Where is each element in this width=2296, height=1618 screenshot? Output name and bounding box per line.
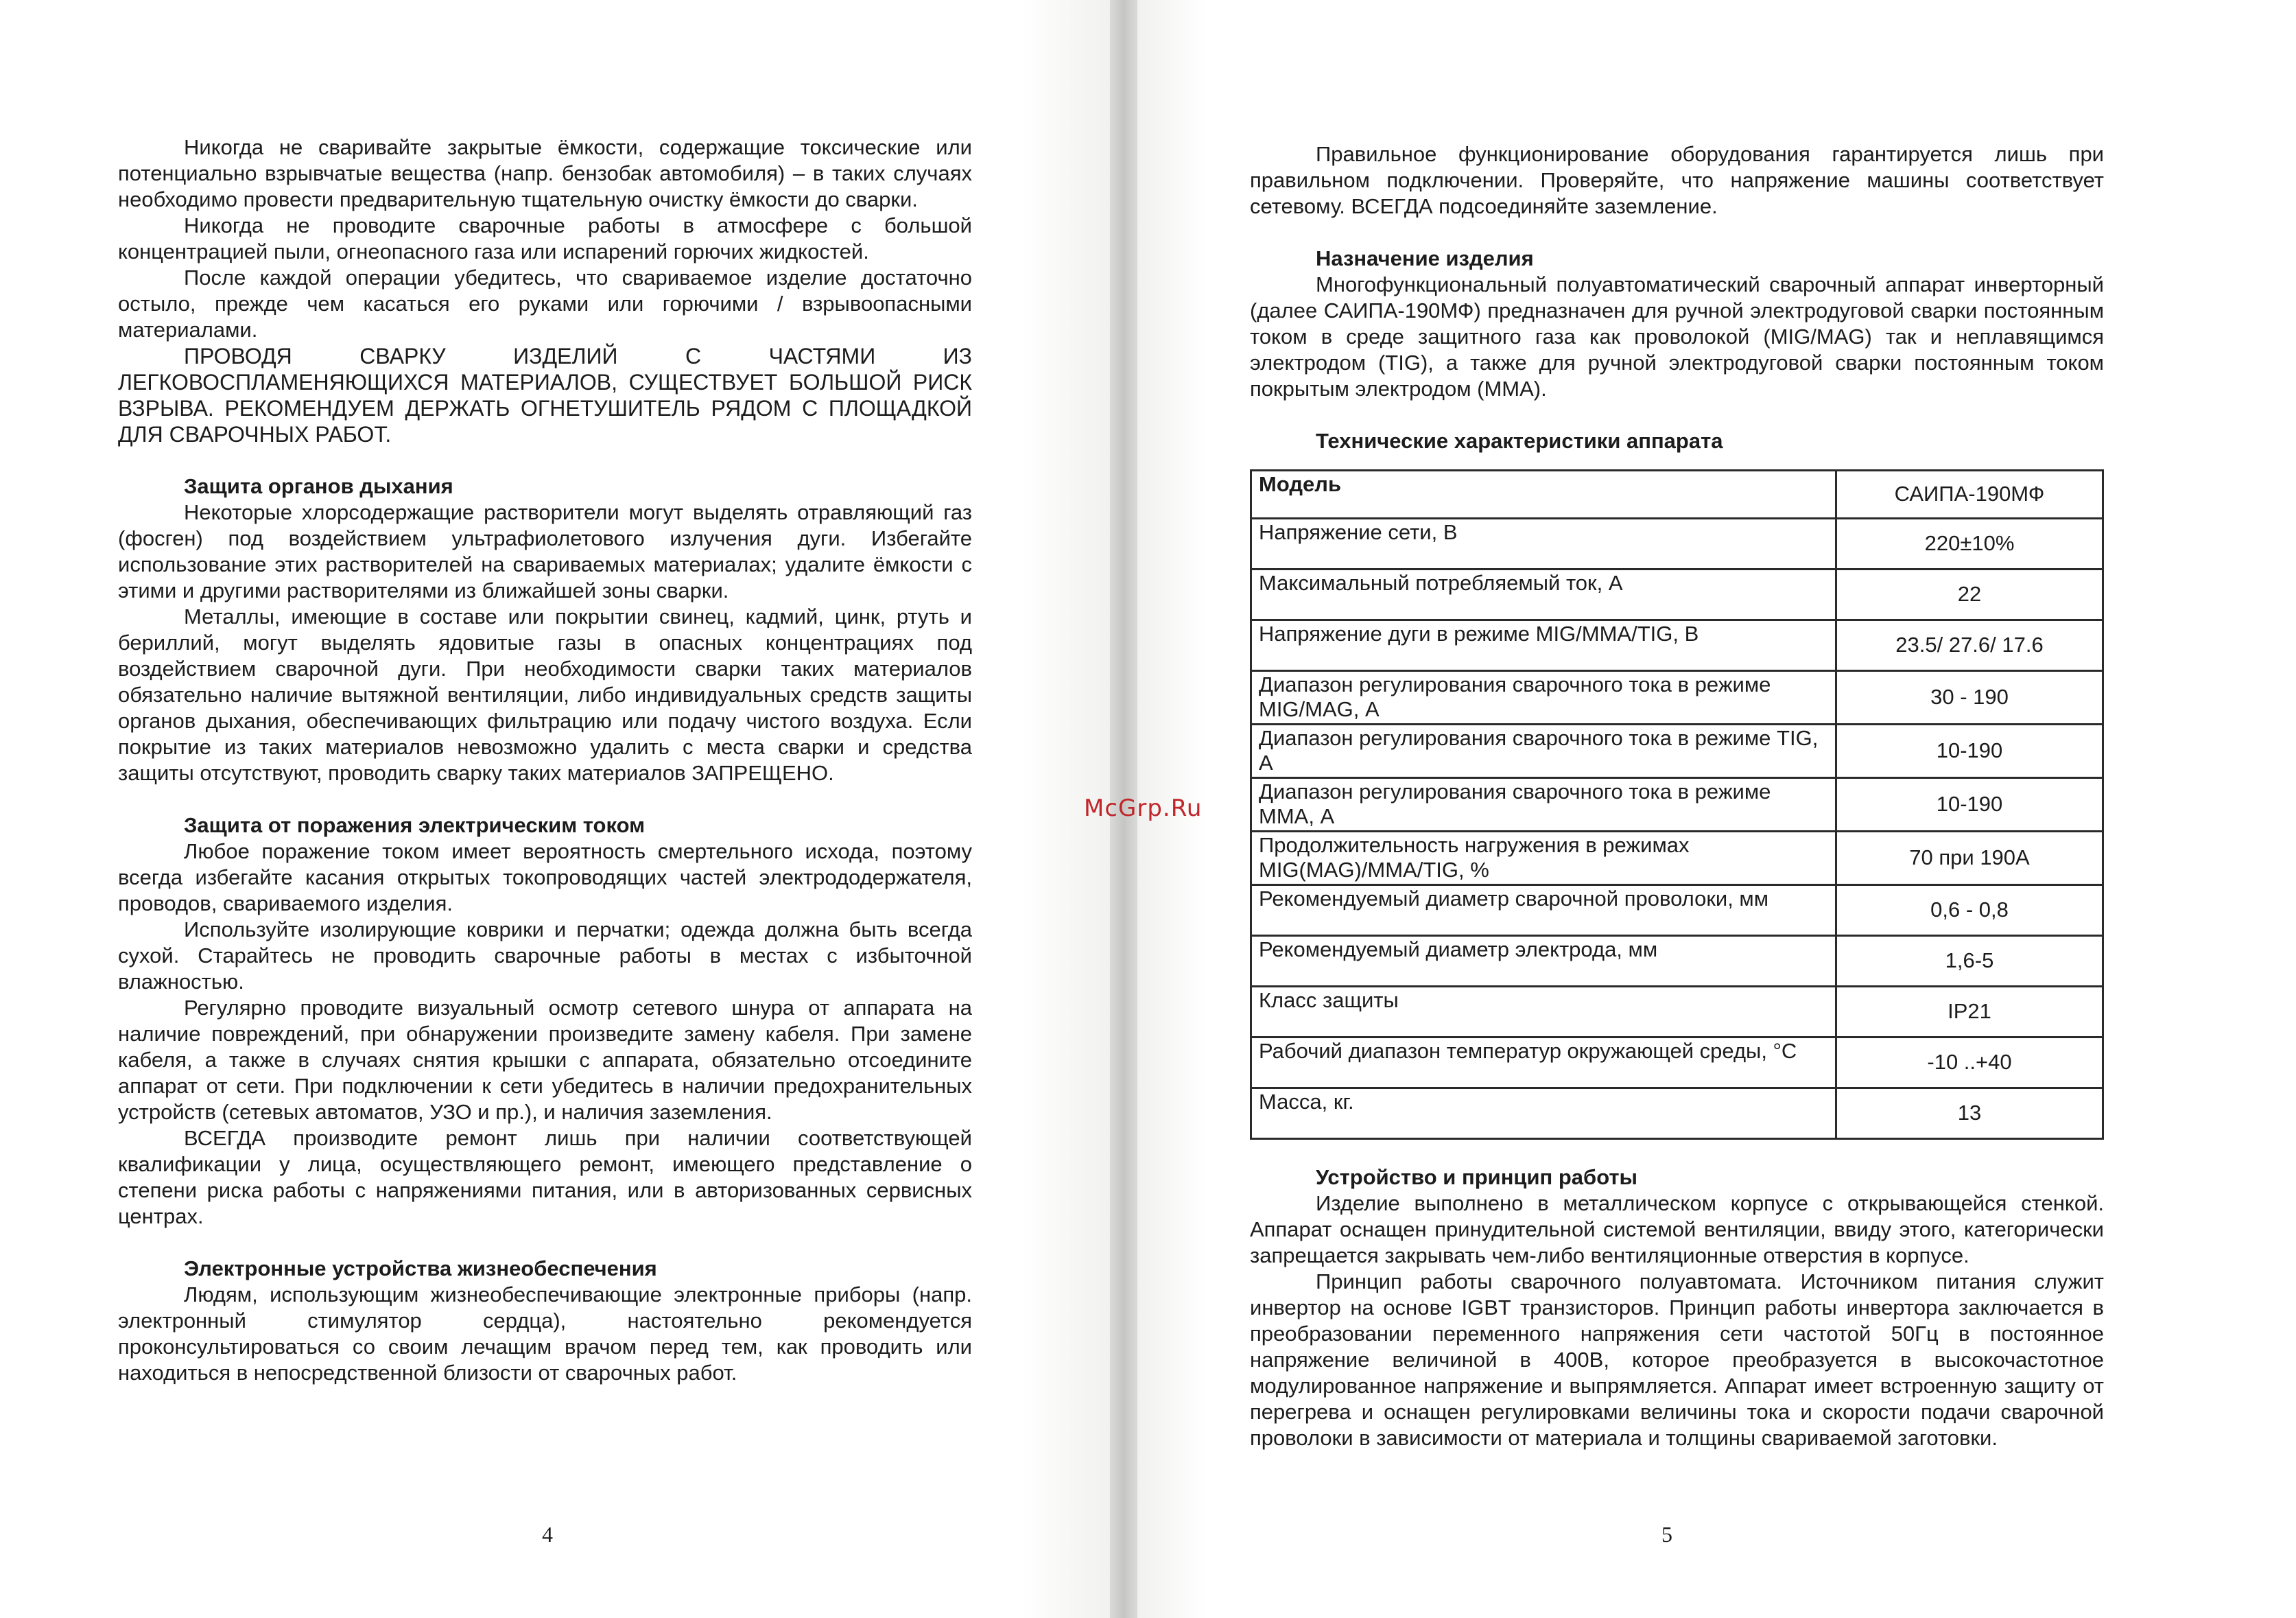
table-row [1251, 519, 2103, 570]
paragraph-repair: ВСЕГДА производите ремонт лишь при наличии соответствующей квалификации у лица, осуществляющего ремонт, имеющего представление о степени риска работы с напряжениями питания, или в авторизованных сервисных центрах. [118, 1126, 972, 1228]
paragraph-housing: Изделие выполнено в металлическом корпусе с открывающейся стенкой. Аппарат оснащен принудительной системой вентиляции, ввиду этого, категорически запрещается закрывать чем-либо вентиляционные отверстия в корпусе. [1250, 1191, 2104, 1267]
heading-life-support: Электронные устройства жизнеобеспечения [184, 1256, 657, 1280]
table-cell-param: Рабочий диапазон температур окружающей среды, °С [1251, 1037, 1836, 1088]
heading-device-principle: Устройство и принцип работы [1316, 1165, 1638, 1189]
paragraph-cooling: После каждой операции убедитесь, что свариваемое изделие достаточно остыло, прежде чем касаться его руками или горючими / взрывоопасными материалами. [118, 266, 972, 342]
table-row [1251, 1088, 2103, 1139]
specifications-table [1250, 469, 2104, 1140]
left-page-text [118, 134, 972, 1386]
heading-breathing-protection: Защита органов дыхания [184, 474, 453, 498]
paragraph-shock-risk: Любое поражение током имеет вероятность смертельного исхода, поэтому всегда избегайте касания открытых токопроводящих частей электрододержателя, проводов, свариваемого изделия. [118, 839, 972, 915]
table-cell-param: Масса, кг. [1251, 1088, 1836, 1139]
table-cell-param: Максимальный потребляемый ток, А [1251, 570, 1836, 620]
table-row [1251, 778, 2103, 832]
table-row [1251, 936, 2103, 987]
heading-purpose: Назначение изделия [1316, 246, 1534, 270]
paragraph-purpose: Многофункциональный полуавтоматический сварочный аппарат инверторный (далее САИПА-190МФ) предназначен для ручной электродуговой сварки постоянным током в среде защитного газа как проволокой (MIG/MAG) так и неплавящимся электродом (TIG), а также для ручной электродуговой сварки постоянным током покрытым электродом (MMA). [1250, 272, 2104, 401]
watermark: McGrp.Ru [1084, 795, 1203, 822]
table-cell-value: IP21 [1836, 987, 2103, 1037]
table-header-param: Модель [1251, 471, 1836, 519]
page-number-left: 4 [542, 1522, 553, 1547]
table-cell-param: Класс защиты [1251, 987, 1836, 1037]
table-cell-value: 0,6 - 0,8 [1836, 885, 2103, 936]
paragraph-explosion-warning: ПРОВОДЯ СВАРКУ ИЗДЕЛИЙ С ЧАСТЯМИ ИЗ ЛЕГКОВОСПЛАМЕНЯЮЩИХСЯ МАТЕРИАЛОВ, СУЩЕСТВУЕТ БОЛЬШОЙ РИСК ВЗРЫВА. РЕКОМЕНДУЕМ ДЕРЖАТЬ ОГНЕТУШИТЕЛЬ РЯДОМ С ПЛОЩАДКОЙ ДЛЯ СВАРОЧНЫХ РАБОТ. [118, 344, 972, 447]
table-cell-value: 10-190 [1836, 725, 2103, 778]
table-row [1251, 832, 2103, 885]
table-row [1251, 570, 2103, 620]
table-row [1251, 1037, 2103, 1088]
table-row [1251, 885, 2103, 936]
heading-specifications: Технические характеристики аппарата [1316, 429, 1723, 453]
table-row [1251, 987, 2103, 1037]
table-header-row [1251, 471, 2103, 519]
right-page-text [1250, 141, 2104, 1451]
paragraph-phosgene: Некоторые хлорсодержащие растворители могут выделять отравляющий газ (фосген) под воздействием ультрафиолетового излучения дуги. Избегайте использование этих растворителей на свариваемых материалах; удалите ёмкости с этими и другими растворителями из ближайшей зоны сварки. [118, 500, 972, 602]
table-cell-param: Диапазон регулирования сварочного тока в режиме MIG/MAG, А [1251, 671, 1836, 725]
table-row [1251, 671, 2103, 725]
table-cell-value: -10 ..+40 [1836, 1037, 2103, 1088]
table-cell-param: Рекомендуемый диаметр электрода, мм [1251, 936, 1836, 987]
heading-electric-shock: Защита от поражения электрическим током [184, 813, 646, 837]
table-cell-param: Диапазон регулирования сварочного тока в режиме TIG, А [1251, 725, 1836, 778]
table-cell-value: 70 при 190А [1836, 832, 2103, 885]
table-cell-param: Рекомендуемый диаметр сварочной проволоки, мм [1251, 885, 1836, 936]
table-cell-value: 1,6-5 [1836, 936, 2103, 987]
table-cell-value: 13 [1836, 1088, 2103, 1139]
table-row [1251, 620, 2103, 671]
table-row [1251, 725, 2103, 778]
paragraph-closed-containers: Никогда не сваривайте закрытые ёмкости, содержащие токсические или потенциально взрывчатые вещества (напр. бензобак автомобиля) – в таких случаях необходимо провести предварительную тщательную очистку ёмкости до сварки. [118, 135, 972, 211]
paragraph-operating-principle: Принцип работы сварочного полуавтомата. Источником питания служит инвертор на основе IGBT транзисторов. Принцип работы инвертора заключается в преобразовании переменного напряжения сети частотой 50Гц в постоянное напряжение величиной в 400В, которое преобразуется в высокочастотное модулированное напряжение и выпрямляется. Аппарат имеет встроенную защиту от перегрева и оснащен регулировками величины тока и скорости подачи сварочной проволоки в зависимости от материала и толщины свариваемой заготовки. [1250, 1269, 2104, 1450]
table-cell-param: Напряжение сети, В [1251, 519, 1836, 570]
table-cell-param: Диапазон регулирования сварочного тока в режиме MMA, А [1251, 778, 1836, 832]
table-cell-value: 23.5/ 27.6/ 17.6 [1836, 620, 2103, 671]
table-cell-value: 220±10% [1836, 519, 2103, 570]
paragraph-toxic-metals: Металлы, имеющие в составе или покрытии свинец, кадмий, цинк, ртуть и бериллий, могут выделять ядовитые газы в опасных концентрациях под воздействием сварочной дуги. При необходимости сварки таких материалов обязательно наличие вытяжной вентиляции, либо индивидуальных средств защиты органов дыхания, обеспечивающих фильтрацию или подачу чистого воздуха. Если покрытие из таких материалов невозможно удалить с места сварки и средства защиты отсутствуют, проводить сварку таких материалов ЗАПРЕЩЕНО. [118, 605, 972, 785]
paragraph-grounding: Правильное функционирование оборудования гарантируется лишь при правильном подключении. Проверяйте, что напряжение машины соответствует сетевому. ВСЕГДА подсоединяйте заземление. [1250, 142, 2104, 218]
table-cell-value: 22 [1836, 570, 2103, 620]
paragraph-cable-inspection: Регулярно проводите визуальный осмотр сетевого шнура от аппарата на наличие повреждений, при обнаружении произведите замену кабеля. При замене кабеля, а также в случаях снятия крышки с аппарата, обязательно отсоедините аппарат от сети. При подключении к сети убедитесь в наличии предохранительных устройств (сетевых автоматов, УЗО и пр.), и наличия заземления. [118, 996, 972, 1124]
page-number-right: 5 [1661, 1522, 1672, 1547]
table-header-value: САИПА-190МФ [1836, 471, 2103, 519]
table-cell-param: Продолжительность нагружения в режимах MIG(MAG)/MMA/TIG, % [1251, 832, 1836, 885]
table-cell-param: Напряжение дуги в режиме MIG/MMA/TIG, В [1251, 620, 1836, 671]
paragraph-insulating-mats: Используйте изолирующие коврики и перчатки; одежда должна быть всегда сухой. Старайтесь не проводить сварочные работы в местах с избыточной влажностью. [118, 917, 972, 994]
paragraph-dust-atmosphere: Никогда не проводите сварочные работы в атмосфере с большой концентрацией пыли, огнеопасного газа или испарений горючих жидкостей. [118, 213, 972, 263]
table-cell-value: 10-190 [1836, 778, 2103, 832]
table-cell-value: 30 - 190 [1836, 671, 2103, 725]
paragraph-pacemaker: Людям, использующим жизнеобеспечивающие электронные приборы (напр. электронный стимулятор сердца), настоятельно рекомендуется проконсультироваться со своим лечащим врачом перед тем, как проводить или находиться в непосредственной близости от сварочных работ. [118, 1282, 972, 1385]
